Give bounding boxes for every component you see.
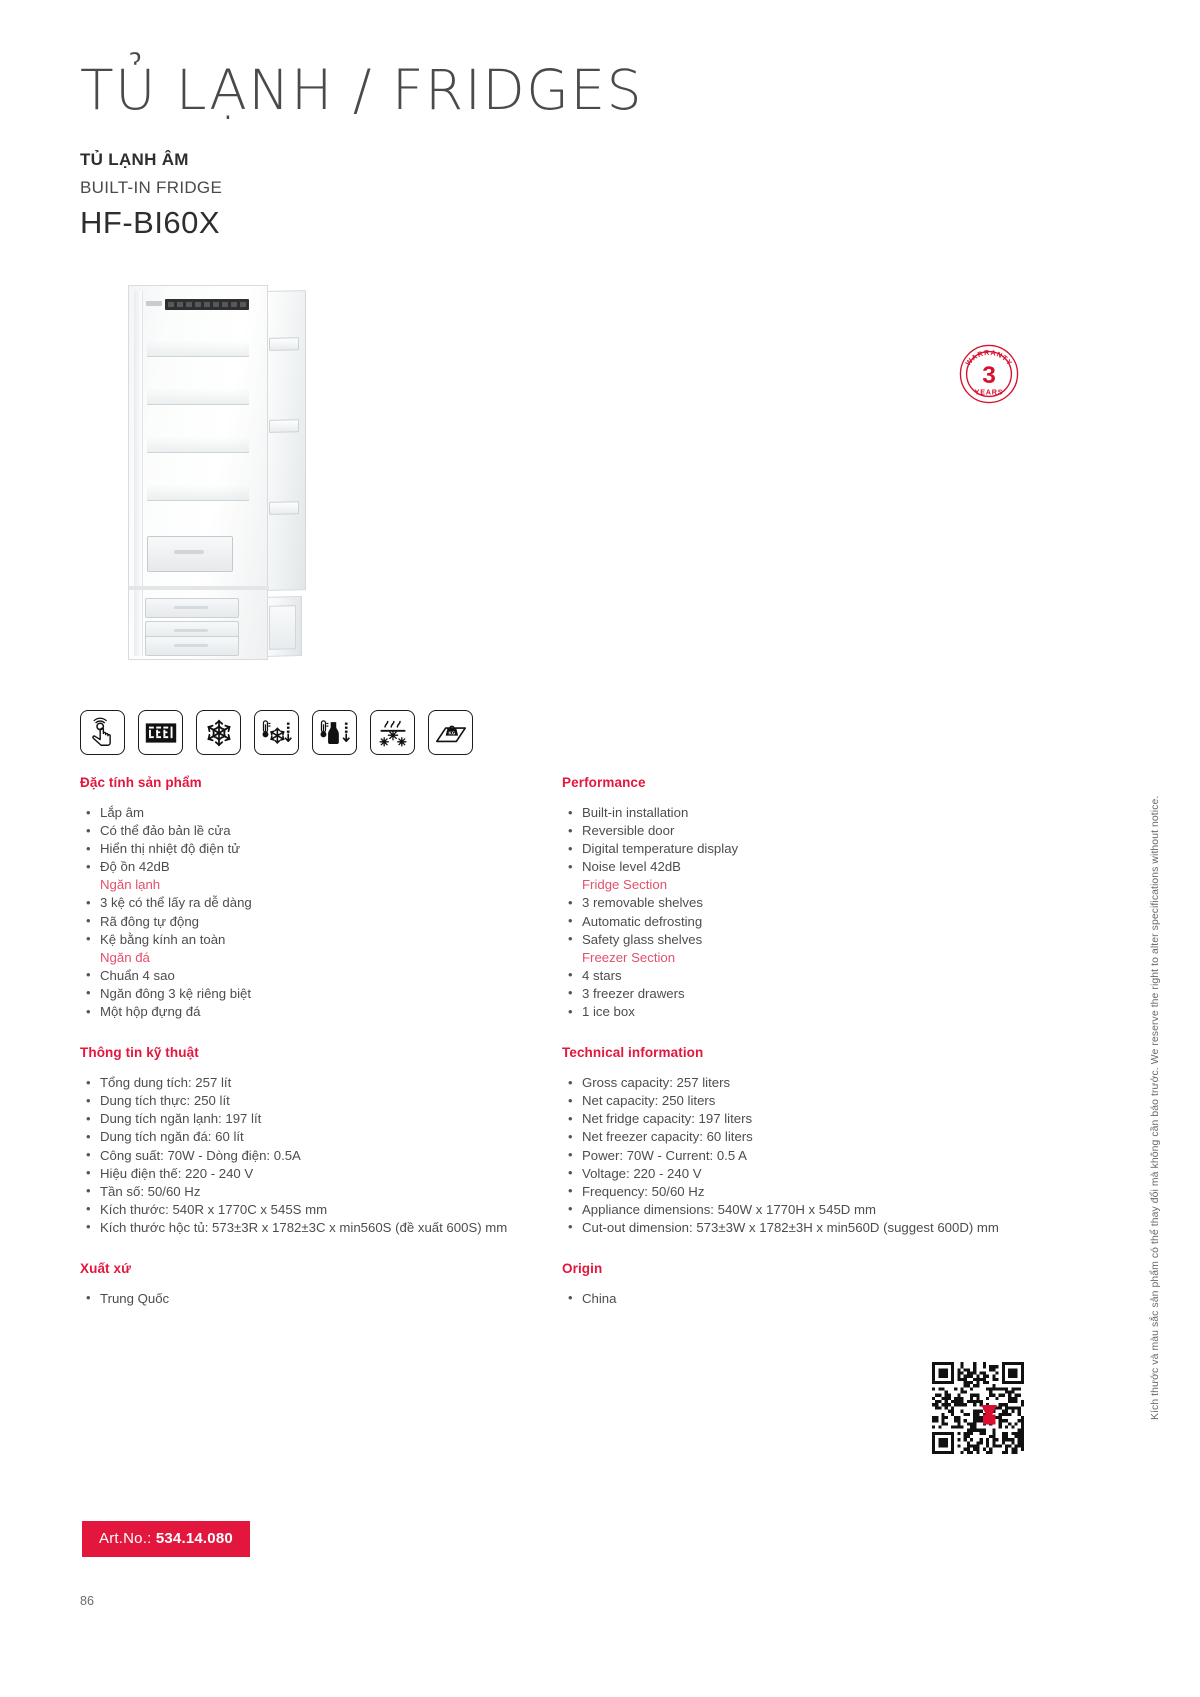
list-item: • Safety glass shelves [562, 931, 1032, 949]
door-bin [269, 337, 299, 351]
led-display-icon [138, 710, 183, 755]
origin-heading-en: Origin [562, 1260, 603, 1276]
side-disclaimer-note: Kích thước và màu sắc sản phẩm có thể thay đổi mà không cần báo trước. We reserve the right to alter specifications without notice. [1150, 795, 1161, 1420]
crisper-drawer [147, 536, 233, 572]
product-name-english: BUILT-IN FRIDGE [80, 178, 223, 197]
list-item: • 4 stars [562, 967, 1032, 985]
list-item: • 3 kệ có thể lấy ra dễ dàng [80, 894, 550, 912]
technical-list-en [562, 1074, 1032, 1237]
svg-text:KG: KG [448, 730, 455, 736]
features-list-en [562, 804, 1032, 1021]
freezer-drawer [145, 636, 239, 656]
touch-control-icon [80, 710, 125, 755]
fridge-shelf [147, 452, 249, 453]
list-item: • China [562, 1290, 1032, 1308]
svg-text:3: 3 [982, 361, 996, 389]
list-item: • 1 ice box [562, 1003, 1032, 1021]
product-name-vietnamese: TỦ LẠNH ÂM [80, 150, 189, 169]
list-item: • Power: 70W - Current: 0.5 A [562, 1147, 1032, 1165]
list-item: • Kích thước hộc tủ: 573±3R x 1782±3C x min560S (đề xuất 600S) mm [80, 1219, 550, 1237]
auto-defrost-icon [370, 710, 415, 755]
list-item: • 3 freezer drawers [562, 985, 1032, 1003]
list-group-label: Ngăn đá [100, 949, 150, 965]
list-item: • Chuẩn 4 sao [80, 967, 550, 985]
list-item: • Net capacity: 250 liters [562, 1092, 1032, 1110]
list-item: • Frequency: 50/60 Hz [562, 1183, 1032, 1201]
control-panel-display [165, 299, 249, 310]
article-number-value: 534.14.080 [155, 1530, 233, 1547]
right-content-column [562, 775, 1032, 1308]
features-list-vn [80, 804, 550, 1021]
list-item: • Built-in installation [562, 804, 1032, 822]
door-bin [269, 501, 299, 515]
list-item: • Digital temperature display [562, 840, 1032, 858]
load-capacity-icon [428, 710, 473, 755]
page-title: TỦ LẠNH / FRIDGES [80, 58, 644, 122]
list-item: • Reversible door [562, 822, 1032, 840]
list-item: • Tổng dung tích: 257 lít [80, 1074, 550, 1092]
list-item: • Hiển thị nhiệt độ điện tử [80, 840, 550, 858]
list-item: • 3 removable shelves [562, 894, 1032, 912]
list-group-label: Ngăn lạnh [100, 877, 161, 893]
list-item: • Cut-out dimension: 573±3W x 1782±3H x min560D (suggest 600D) mm [562, 1219, 1032, 1237]
fridge-cabinet [128, 285, 268, 660]
list-item: • Net freezer capacity: 60 liters [562, 1128, 1032, 1146]
left-content-column [80, 775, 550, 1308]
list-item: • Một hộp đựng đá [80, 1003, 550, 1021]
page-number: 86 [80, 1594, 94, 1608]
list-item: • Rã đông tự động [80, 913, 550, 931]
list-item: • Hiệu điện thế: 220 - 240 V [80, 1165, 550, 1183]
origin-list-vn [80, 1290, 550, 1308]
snowflake-icon [196, 710, 241, 755]
product-model-number: HF-BI60X [80, 205, 221, 240]
origin-heading-vn: Xuất xứ [80, 1260, 131, 1276]
list-item: • Automatic defrosting [562, 913, 1032, 931]
list-item: • Dung tích ngăn đá: 60 lít [80, 1128, 550, 1146]
door-bin [269, 419, 299, 433]
list-item: • Kệ bằng kính an toàn [80, 931, 550, 949]
list-item: • Net fridge capacity: 197 liters [562, 1110, 1032, 1128]
features-heading-vn: Đặc tính sản phẩm [80, 775, 202, 790]
list-item: • Trung Quốc [80, 1290, 550, 1308]
warranty-badge [955, 340, 1023, 408]
list-item: • Voltage: 220 - 240 V [562, 1165, 1032, 1183]
list-item: • Appliance dimensions: 540W x 1770H x 545D mm [562, 1201, 1032, 1219]
fast-freeze-icon [254, 710, 299, 755]
fridge-door-upper [262, 290, 306, 591]
list-item: • Ngăn đông 3 kệ riêng biệt [80, 985, 550, 1003]
svg-text:YEARS: YEARS [974, 388, 1004, 397]
features-heading-en: Performance [562, 775, 646, 790]
list-item: • Dung tích ngăn lạnh: 197 lít [80, 1110, 550, 1128]
svg-text:WARRANTY: WARRANTY [964, 348, 1014, 368]
fridge-shelf [147, 356, 249, 357]
bottle-chill-icon [312, 710, 357, 755]
list-item: • Gross capacity: 257 liters [562, 1074, 1032, 1092]
list-item: • Dung tích thực: 250 lít [80, 1092, 550, 1110]
origin-list-en [562, 1290, 1032, 1308]
list-group-label: Freezer Section [582, 949, 676, 965]
list-item: • Tần số: 50/60 Hz [80, 1183, 550, 1201]
list-item: • Có thể đảo bản lề cửa [80, 822, 550, 840]
product-image [128, 285, 310, 660]
list-item: • Độ ồn 42dB [80, 858, 550, 876]
fridge-door-lower [262, 596, 302, 657]
qr-code [932, 1362, 1024, 1454]
technical-heading-en: Technical information [562, 1045, 704, 1061]
cabinet-frame-edge [134, 291, 143, 656]
fridge-shelf [147, 404, 249, 405]
list-item: • Công suất: 70W - Dòng điện: 0.5A [80, 1147, 550, 1165]
freezer-drawer [145, 598, 239, 618]
fridge-shelf [147, 500, 249, 501]
list-group-label: Fridge Section [582, 877, 668, 893]
technical-list-vn [80, 1074, 550, 1237]
brand-mark [146, 301, 162, 306]
freezer-door-panel [269, 605, 296, 650]
feature-icon-strip [80, 710, 473, 755]
list-item: • Kích thước: 540R x 1770C x 545S mm [80, 1201, 550, 1219]
list-item: • Noise level 42dB [562, 858, 1032, 876]
article-number-badge [82, 1521, 250, 1557]
article-number-label: Art.No.: [99, 1530, 152, 1547]
compartment-divider [129, 586, 269, 590]
list-item: • Lắp âm [80, 804, 550, 822]
technical-heading-vn: Thông tin kỹ thuật [80, 1045, 199, 1061]
